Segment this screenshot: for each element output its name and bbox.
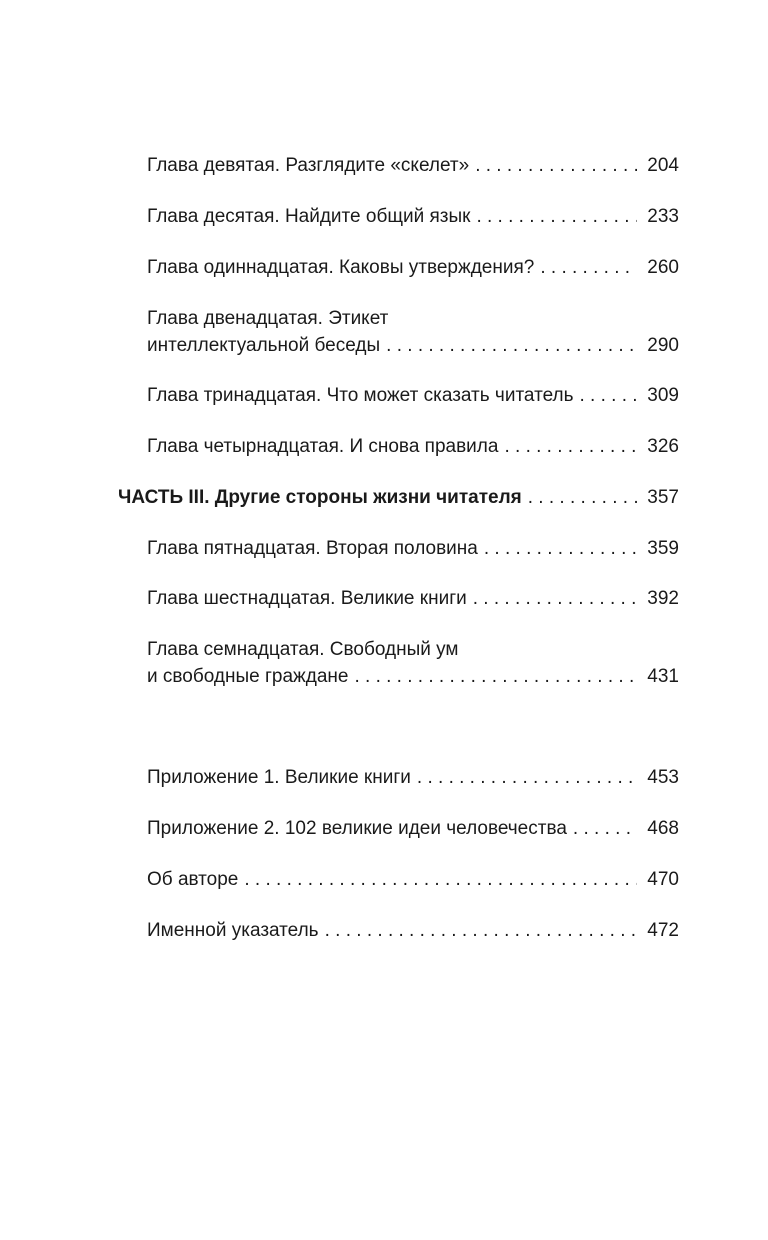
dot-leader	[476, 203, 637, 230]
toc-entry-title: Глава шестнадцатая. Великие книги	[147, 588, 467, 609]
dot-leader	[473, 585, 637, 612]
toc-entry-title-line1: Глава двенадцатая. Этикет	[147, 308, 389, 329]
toc-entry-title: Именной указатель	[147, 920, 319, 941]
dot-leader	[504, 433, 637, 460]
toc-entry-chapter-9	[147, 152, 679, 179]
toc-entry-about-author	[147, 866, 679, 893]
toc-entry-chapter-12	[147, 305, 679, 359]
toc-entry-page: 233	[647, 206, 679, 227]
toc-entry-title: Приложение 1. Великие книги	[147, 767, 411, 788]
dot-leader	[580, 382, 638, 409]
dot-leader	[325, 917, 637, 944]
toc-entry-chapter-17	[147, 636, 679, 690]
toc-entry-page: 359	[647, 538, 679, 559]
dot-leader	[386, 332, 637, 359]
dot-leader	[528, 484, 637, 511]
toc-entry-name-index	[147, 917, 679, 944]
dot-leader	[354, 663, 637, 690]
toc-entry-page: 290	[647, 335, 679, 356]
toc-entry-page: 431	[647, 666, 679, 687]
toc-entry-page: 326	[647, 436, 679, 457]
toc-entry-page: 309	[647, 385, 679, 406]
toc-entry-page: 357	[647, 487, 679, 508]
toc-entry-title: Глава десятая. Найдите общий язык	[147, 206, 471, 227]
toc-entry-page: 260	[647, 257, 679, 278]
toc-entry-chapter-13	[147, 382, 679, 409]
toc-entry-chapter-10	[147, 203, 679, 230]
toc-entry-title: Глава девятая. Разглядите «скелет»	[147, 155, 470, 176]
toc-entry-page: 468	[647, 818, 679, 839]
toc-part-title: ЧАСТЬ III. Другие стороны жизни читателя	[118, 487, 522, 508]
dot-leader	[244, 866, 637, 893]
toc-entry-page: 453	[647, 767, 679, 788]
dot-leader	[484, 535, 637, 562]
toc-entry-title: Глава пятнадцатая. Вторая половина	[147, 538, 478, 559]
toc-entry-title-line2: интеллектуальной беседы	[147, 335, 381, 356]
toc-entry-part-3	[118, 484, 679, 511]
toc-entry-chapter-11	[147, 254, 679, 281]
dot-leader	[475, 152, 637, 179]
toc-entry-title-line1: Глава семнадцатая. Свободный ум	[147, 639, 459, 660]
toc-entry-page: 470	[647, 869, 679, 890]
toc-entry-title: Глава четырнадцатая. И снова правила	[147, 436, 499, 457]
dot-leader	[573, 815, 637, 842]
toc-entry-title-line2: и свободные граждане	[147, 666, 349, 687]
dot-leader	[540, 254, 637, 281]
toc-entry-chapter-14	[147, 433, 679, 460]
toc-entry-page: 204	[647, 155, 679, 176]
toc-entry-title: Глава тринадцатая. Что может сказать читатель	[147, 385, 574, 406]
toc-entry-title: Об авторе	[147, 869, 239, 890]
toc-entry-page: 392	[647, 588, 679, 609]
toc-entry-appendix-1	[147, 764, 679, 791]
toc-entry-page: 472	[647, 920, 679, 941]
toc-entry-appendix-2	[147, 815, 679, 842]
toc-entry-chapter-15	[147, 535, 679, 562]
toc-entry-title: Приложение 2. 102 великие идеи человечества	[147, 818, 567, 839]
toc-entry-title: Глава одиннадцатая. Каковы утверждения?	[147, 257, 535, 278]
toc-entry-chapter-16	[147, 585, 679, 612]
dot-leader	[417, 764, 637, 791]
